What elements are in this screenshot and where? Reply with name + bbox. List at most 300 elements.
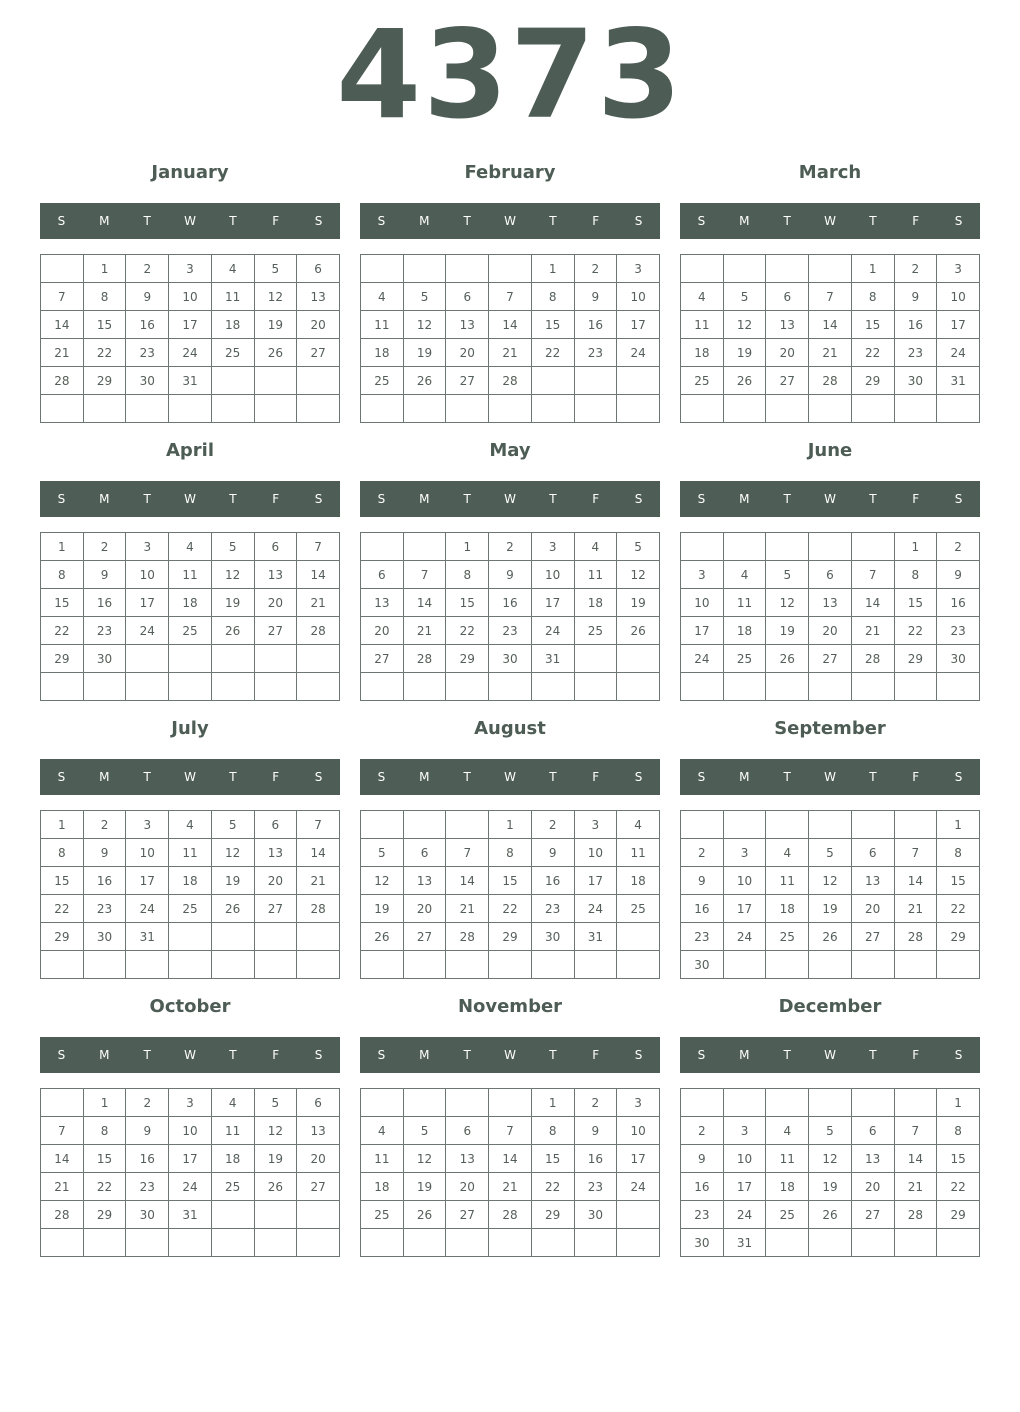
empty-day-cell (41, 951, 84, 979)
day-cell: 3 (574, 811, 617, 839)
day-cell: 21 (489, 339, 532, 367)
day-cell: 10 (126, 839, 169, 867)
day-cell: 24 (937, 339, 980, 367)
day-cell: 3 (531, 533, 574, 561)
week-row (41, 561, 340, 589)
day-cell: 10 (169, 283, 212, 311)
day-cell: 23 (489, 617, 532, 645)
week-row (361, 561, 660, 589)
empty-day-cell (574, 367, 617, 395)
day-cell: 15 (489, 867, 532, 895)
day-cell: 10 (723, 867, 766, 895)
day-cell: 14 (809, 311, 852, 339)
empty-day-cell (254, 1201, 297, 1229)
day-cell: 28 (489, 1201, 532, 1229)
day-cell: 6 (851, 1117, 894, 1145)
week-row (681, 895, 980, 923)
day-cell: 14 (894, 867, 937, 895)
day-cell: 4 (766, 839, 809, 867)
day-cell: 13 (446, 1145, 489, 1173)
empty-day-cell (531, 951, 574, 979)
week-row (361, 951, 660, 979)
empty-day-cell (83, 395, 126, 423)
day-cell: 28 (41, 367, 84, 395)
week-row (41, 895, 340, 923)
day-cell: 1 (894, 533, 937, 561)
day-cell: 15 (446, 589, 489, 617)
empty-day-cell (403, 533, 446, 561)
day-cell: 29 (531, 1201, 574, 1229)
day-cell: 21 (41, 339, 84, 367)
empty-day-cell (41, 395, 84, 423)
weekday-label: S (377, 214, 386, 228)
day-grid (680, 1088, 980, 1257)
day-cell: 23 (126, 339, 169, 367)
week-row (361, 339, 660, 367)
day-cell: 9 (937, 561, 980, 589)
weekday-label: S (377, 1048, 386, 1062)
day-cell: 10 (169, 1117, 212, 1145)
day-cell: 17 (126, 867, 169, 895)
empty-day-cell (254, 645, 297, 673)
day-cell: 19 (211, 867, 254, 895)
day-cell: 2 (574, 255, 617, 283)
weekday-label: T (143, 1048, 151, 1062)
weekday-header (40, 481, 340, 517)
day-cell: 18 (211, 1145, 254, 1173)
week-row (681, 645, 980, 673)
day-cell: 30 (681, 1229, 724, 1257)
day-cell: 31 (169, 1201, 212, 1229)
day-cell: 12 (809, 867, 852, 895)
empty-day-cell (41, 255, 84, 283)
empty-day-cell (254, 951, 297, 979)
day-cell: 29 (894, 645, 937, 673)
empty-day-cell (723, 1089, 766, 1117)
empty-day-cell (681, 533, 724, 561)
day-cell: 2 (489, 533, 532, 561)
day-cell: 17 (937, 311, 980, 339)
day-cell: 23 (681, 923, 724, 951)
week-row (361, 673, 660, 701)
day-cell: 7 (809, 283, 852, 311)
weekday-header (360, 481, 660, 517)
empty-day-cell (41, 1089, 84, 1117)
day-cell: 16 (126, 1145, 169, 1173)
day-cell: 9 (531, 839, 574, 867)
day-cell: 17 (126, 589, 169, 617)
day-cell: 3 (617, 1089, 660, 1117)
empty-day-cell (809, 811, 852, 839)
empty-day-cell (851, 1229, 894, 1257)
day-cell: 7 (446, 839, 489, 867)
day-cell: 3 (126, 533, 169, 561)
month-name: April (165, 440, 215, 461)
day-cell: 1 (83, 1089, 126, 1117)
day-cell: 24 (126, 617, 169, 645)
empty-day-cell (809, 255, 852, 283)
day-cell: 1 (41, 533, 84, 561)
day-cell: 7 (41, 1117, 84, 1145)
day-cell: 6 (809, 561, 852, 589)
day-cell: 22 (894, 617, 937, 645)
day-cell: 26 (809, 1201, 852, 1229)
empty-day-cell (211, 1229, 254, 1257)
empty-day-cell (937, 951, 980, 979)
day-cell: 22 (446, 617, 489, 645)
day-cell: 10 (617, 283, 660, 311)
weekday-label: S (954, 492, 963, 506)
weekday-label: W (504, 492, 516, 506)
empty-day-cell (254, 923, 297, 951)
day-cell: 25 (723, 645, 766, 673)
day-grid (40, 532, 340, 701)
week-row (681, 1229, 980, 1257)
day-cell: 19 (723, 339, 766, 367)
empty-day-cell (403, 255, 446, 283)
day-cell: 18 (681, 339, 724, 367)
empty-day-cell (574, 951, 617, 979)
empty-day-cell (723, 673, 766, 701)
day-cell: 30 (937, 645, 980, 673)
day-cell: 21 (403, 617, 446, 645)
week-row (681, 339, 980, 367)
day-cell: 14 (851, 589, 894, 617)
day-cell: 29 (83, 1201, 126, 1229)
day-cell: 16 (489, 589, 532, 617)
week-row (361, 1089, 660, 1117)
weekday-label: T (229, 492, 237, 506)
weekday-label: T (549, 770, 557, 784)
week-row (41, 367, 340, 395)
weekday-label: W (184, 492, 196, 506)
day-cell: 29 (41, 923, 84, 951)
day-cell: 25 (681, 367, 724, 395)
weekday-label: F (592, 492, 600, 506)
day-cell: 30 (681, 951, 724, 979)
empty-day-cell (254, 1229, 297, 1257)
day-cell: 4 (361, 283, 404, 311)
day-cell: 20 (809, 617, 852, 645)
weekday-label: F (912, 770, 920, 784)
day-cell: 11 (681, 311, 724, 339)
day-cell: 11 (169, 561, 212, 589)
week-row (361, 255, 660, 283)
empty-day-cell (937, 1229, 980, 1257)
day-cell: 30 (531, 923, 574, 951)
day-cell: 13 (254, 839, 297, 867)
day-cell: 16 (574, 1145, 617, 1173)
week-row (681, 951, 980, 979)
day-cell: 15 (41, 589, 84, 617)
empty-day-cell (83, 1229, 126, 1257)
day-cell: 4 (169, 533, 212, 561)
weekday-label: W (504, 1048, 516, 1062)
empty-day-cell (894, 1089, 937, 1117)
day-cell: 31 (937, 367, 980, 395)
day-cell: 16 (681, 895, 724, 923)
day-cell: 10 (126, 561, 169, 589)
day-cell: 2 (83, 811, 126, 839)
day-cell: 11 (766, 867, 809, 895)
week-row (681, 811, 980, 839)
year-title: 4373 (336, 4, 684, 146)
day-cell: 13 (297, 1117, 340, 1145)
empty-day-cell (211, 645, 254, 673)
day-cell: 12 (403, 1145, 446, 1173)
day-cell: 6 (254, 811, 297, 839)
empty-day-cell (809, 1089, 852, 1117)
empty-day-cell (766, 533, 809, 561)
week-row (41, 311, 340, 339)
day-cell: 12 (617, 561, 660, 589)
day-cell: 19 (211, 589, 254, 617)
day-cell: 28 (894, 1201, 937, 1229)
empty-day-cell (126, 951, 169, 979)
day-cell: 31 (574, 923, 617, 951)
empty-day-cell (297, 367, 340, 395)
empty-day-cell (681, 811, 724, 839)
day-cell: 21 (297, 867, 340, 895)
weekday-label: S (697, 214, 706, 228)
day-cell: 9 (574, 283, 617, 311)
day-grid (40, 254, 340, 423)
day-cell: 18 (361, 339, 404, 367)
day-cell: 28 (809, 367, 852, 395)
day-grid (680, 532, 980, 701)
day-cell: 9 (574, 1117, 617, 1145)
weekday-header (40, 1037, 340, 1073)
day-cell: 25 (766, 923, 809, 951)
day-cell: 14 (41, 1145, 84, 1173)
weekday-label: T (463, 770, 471, 784)
day-cell: 27 (766, 367, 809, 395)
weekday-label: S (314, 214, 323, 228)
day-cell: 2 (681, 1117, 724, 1145)
day-cell: 6 (403, 839, 446, 867)
week-row (41, 951, 340, 979)
week-row (681, 617, 980, 645)
weekday-label: M (99, 214, 110, 228)
day-cell: 6 (766, 283, 809, 311)
day-cell: 8 (894, 561, 937, 589)
empty-day-cell (851, 951, 894, 979)
day-cell: 30 (126, 1201, 169, 1229)
day-cell: 12 (723, 311, 766, 339)
day-cell: 25 (211, 1173, 254, 1201)
weekday-label: S (57, 492, 66, 506)
empty-day-cell (489, 1089, 532, 1117)
day-cell: 12 (254, 1117, 297, 1145)
empty-day-cell (211, 673, 254, 701)
day-cell: 7 (894, 1117, 937, 1145)
day-cell: 15 (83, 1145, 126, 1173)
weekday-label: S (697, 492, 706, 506)
day-cell: 17 (617, 1145, 660, 1173)
empty-day-cell (531, 395, 574, 423)
day-cell: 17 (531, 589, 574, 617)
weekday-label: T (783, 770, 791, 784)
day-cell: 15 (851, 311, 894, 339)
empty-day-cell (937, 395, 980, 423)
day-cell: 4 (723, 561, 766, 589)
empty-day-cell (681, 255, 724, 283)
week-row (361, 367, 660, 395)
day-cell: 20 (254, 589, 297, 617)
day-cell: 3 (169, 1089, 212, 1117)
empty-day-cell (361, 951, 404, 979)
weekday-label: M (739, 492, 750, 506)
day-cell: 11 (211, 283, 254, 311)
day-cell: 22 (41, 617, 84, 645)
day-cell: 6 (361, 561, 404, 589)
empty-day-cell (531, 673, 574, 701)
empty-day-cell (766, 255, 809, 283)
day-cell: 4 (211, 255, 254, 283)
week-row (41, 839, 340, 867)
day-cell: 11 (617, 839, 660, 867)
weekday-label: F (272, 1048, 280, 1062)
day-cell: 23 (681, 1201, 724, 1229)
day-cell: 24 (723, 1201, 766, 1229)
empty-day-cell (211, 951, 254, 979)
day-cell: 5 (403, 1117, 446, 1145)
weekday-label: S (377, 770, 386, 784)
empty-day-cell (489, 951, 532, 979)
day-cell: 28 (403, 645, 446, 673)
day-cell: 2 (894, 255, 937, 283)
day-cell: 16 (83, 589, 126, 617)
day-cell: 26 (403, 1201, 446, 1229)
day-cell: 1 (446, 533, 489, 561)
weekday-label: F (912, 214, 920, 228)
day-cell: 2 (83, 533, 126, 561)
day-cell: 24 (531, 617, 574, 645)
empty-day-cell (574, 1229, 617, 1257)
day-cell: 3 (681, 561, 724, 589)
day-cell: 4 (617, 811, 660, 839)
day-cell: 4 (169, 811, 212, 839)
day-cell: 29 (489, 923, 532, 951)
weekday-label: M (739, 214, 750, 228)
weekday-label: S (57, 770, 66, 784)
month-name: October (149, 996, 231, 1017)
day-cell: 8 (937, 839, 980, 867)
empty-day-cell (446, 395, 489, 423)
day-cell: 24 (681, 645, 724, 673)
day-cell: 24 (617, 1173, 660, 1201)
day-cell: 26 (361, 923, 404, 951)
weekday-label: M (739, 770, 750, 784)
week-row (361, 1173, 660, 1201)
day-cell: 28 (851, 645, 894, 673)
weekday-label: F (592, 1048, 600, 1062)
empty-day-cell (403, 1089, 446, 1117)
day-cell: 15 (531, 1145, 574, 1173)
weekday-header (680, 1037, 980, 1073)
weekday-label: T (549, 492, 557, 506)
month-name: February (464, 162, 556, 183)
day-cell: 8 (489, 839, 532, 867)
weekday-label: T (229, 214, 237, 228)
day-cell: 19 (617, 589, 660, 617)
day-cell: 5 (361, 839, 404, 867)
weekday-label: W (824, 770, 836, 784)
day-cell: 25 (574, 617, 617, 645)
day-cell: 22 (83, 1173, 126, 1201)
day-cell: 30 (83, 923, 126, 951)
empty-day-cell (126, 673, 169, 701)
weekday-label: W (824, 1048, 836, 1062)
month-name: June (807, 440, 853, 461)
weekday-label: W (824, 492, 836, 506)
day-cell: 16 (126, 311, 169, 339)
day-cell: 26 (403, 367, 446, 395)
empty-day-cell (894, 951, 937, 979)
day-cell: 29 (446, 645, 489, 673)
day-cell: 30 (126, 367, 169, 395)
week-row (361, 395, 660, 423)
empty-day-cell (766, 1089, 809, 1117)
day-cell: 5 (766, 561, 809, 589)
day-cell: 19 (809, 895, 852, 923)
day-cell: 7 (894, 839, 937, 867)
empty-day-cell (723, 255, 766, 283)
empty-day-cell (254, 673, 297, 701)
day-cell: 8 (446, 561, 489, 589)
day-cell: 11 (574, 561, 617, 589)
day-cell: 17 (169, 311, 212, 339)
day-cell: 26 (766, 645, 809, 673)
day-cell: 15 (894, 589, 937, 617)
day-cell: 20 (446, 1173, 489, 1201)
day-cell: 20 (297, 311, 340, 339)
day-cell: 31 (723, 1229, 766, 1257)
week-row (361, 811, 660, 839)
month-name: May (489, 440, 531, 461)
weekday-label: S (634, 492, 643, 506)
empty-day-cell (574, 645, 617, 673)
day-cell: 19 (403, 1173, 446, 1201)
weekday-label: M (419, 492, 430, 506)
day-cell: 14 (894, 1145, 937, 1173)
weekday-label: T (783, 1048, 791, 1062)
day-cell: 13 (254, 561, 297, 589)
empty-day-cell (809, 673, 852, 701)
day-cell: 11 (723, 589, 766, 617)
day-cell: 21 (809, 339, 852, 367)
day-cell: 18 (574, 589, 617, 617)
day-cell: 13 (809, 589, 852, 617)
weekday-label: T (869, 492, 877, 506)
day-cell: 6 (297, 1089, 340, 1117)
day-cell: 26 (809, 923, 852, 951)
week-row (41, 1089, 340, 1117)
weekday-header (40, 203, 340, 239)
day-cell: 4 (574, 533, 617, 561)
day-cell: 24 (574, 895, 617, 923)
day-cell: 21 (489, 1173, 532, 1201)
empty-day-cell (617, 367, 660, 395)
day-cell: 11 (211, 1117, 254, 1145)
day-cell: 20 (446, 339, 489, 367)
day-cell: 16 (937, 589, 980, 617)
weekday-header (360, 759, 660, 795)
week-row (681, 367, 980, 395)
empty-day-cell (617, 395, 660, 423)
weekday-label: F (592, 770, 600, 784)
weekday-label: T (549, 214, 557, 228)
